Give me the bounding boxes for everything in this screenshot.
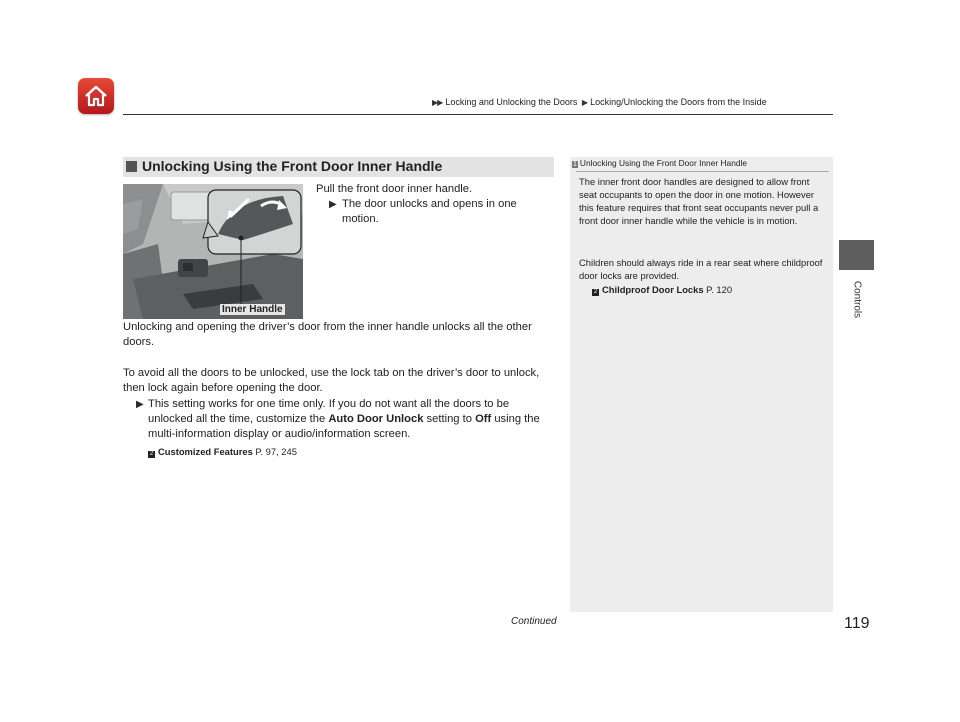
childproof-door-locks-link[interactable] — [592, 283, 732, 296]
sidebar-paragraph-2: Children should always ride in a rear seat where childproof door locks are provided. — [579, 257, 823, 281]
note-text-3: using the multi-information display or audio/information screen. — [148, 413, 540, 440]
sidebar-heading — [572, 158, 747, 168]
setting-note — [136, 397, 554, 442]
sidebar-title: Unlocking Using the Front Door Inner Handle — [579, 158, 748, 168]
instruction-text: Pull the front door inner handle. — [316, 183, 473, 195]
childproof-door-locks-page: P. 120 — [706, 284, 733, 295]
body-paragraph-1: Unlocking and opening the driver’s door from the inner handle unlocks all the other doors. — [123, 321, 532, 348]
note-text-2: setting to — [423, 413, 476, 425]
note-text-1: This setting works for one time only. If you do not want all the doors to be unlocked all the time, customize the — [148, 398, 510, 425]
sidebar-rule — [576, 171, 829, 172]
home-icon[interactable] — [78, 78, 114, 114]
continued-label: Continued — [511, 616, 557, 627]
breadcrumb-arrow-icon: ▶▶ — [432, 98, 443, 107]
note-arrow-icon: ▶ — [136, 399, 144, 410]
reference-icon: 2 — [593, 289, 598, 295]
reference-icon: 2 — [149, 451, 154, 457]
inner-handle-callout: Inner Handle — [222, 304, 283, 315]
heading-square-icon — [126, 161, 137, 172]
breadcrumb-item-locking[interactable]: Locking and Unlocking the Doors — [445, 97, 578, 107]
header-rule — [123, 114, 833, 115]
childproof-door-locks-label: Childproof Door Locks — [602, 284, 704, 295]
customized-features-pages: P. 97, 245 — [255, 446, 297, 457]
customized-features-label: Customized Features — [158, 446, 253, 457]
page-number: 119 — [844, 615, 870, 632]
section-heading-text: Unlocking Using the Front Door Inner Handle — [142, 158, 443, 174]
off-label: Off — [475, 413, 492, 425]
auto-door-unlock-label: Auto Door Unlock — [328, 413, 424, 425]
door-handle-photo — [123, 184, 303, 319]
breadcrumb-item-inside[interactable]: Locking/Unlocking the Doors from the Inside — [590, 97, 767, 107]
sidebar-marker-icon: 1 — [573, 161, 577, 168]
body-paragraph-2: To avoid all the doors to be unlocked, use the lock tab on the driver’s door to unlock, then lock again before opening the door. — [123, 367, 540, 394]
instruction-result — [329, 197, 539, 227]
side-tab-marker — [839, 240, 874, 270]
breadcrumb-arrow-icon: ▶ — [581, 98, 588, 107]
result-arrow-icon: ▶ — [329, 199, 337, 210]
section-heading — [123, 157, 554, 177]
breadcrumb — [432, 97, 767, 107]
instruction-result-text: The door unlocks and opens in one motion. — [342, 198, 517, 225]
sidebar-paragraph-1: The inner front door handles are designed to allow front seat occupants to open the door in one motion. However this feature requires that front seat occupants never pull a front door inner handle while the vehicle is in motion. — [579, 176, 819, 226]
side-tab-label: Controls — [851, 280, 863, 319]
customized-features-link[interactable] — [148, 444, 297, 459]
